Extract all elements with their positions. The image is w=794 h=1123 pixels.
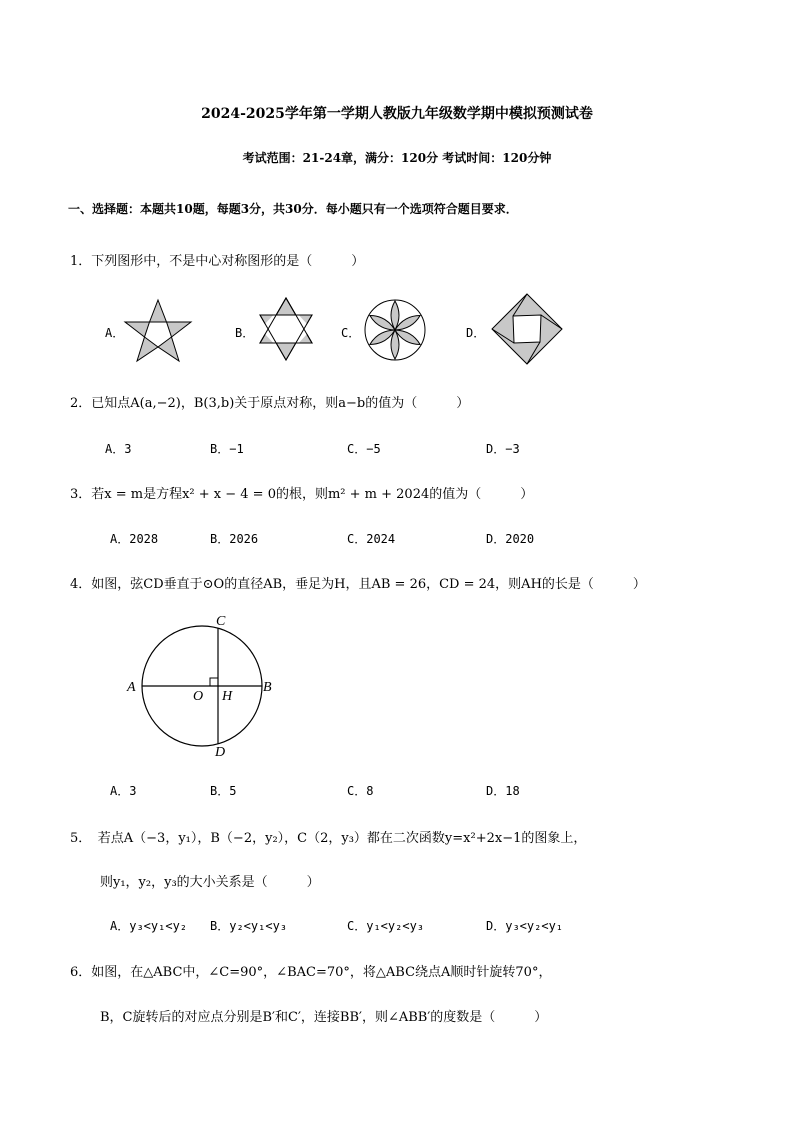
q1-option-b-label: B．	[235, 326, 255, 340]
q2-option-c: C．−5	[347, 442, 381, 456]
q2-option-a: A．3	[105, 442, 132, 456]
section-heading: 一、选择题：本题共10题，每题3分，共30分．每小题只有一个选项符合题目要求．	[68, 202, 518, 216]
question-6-stem-line2: B，C旋转后的对应点分别是B′和C′，连接BB′，则∠ABB′的度数是（ ）	[100, 1010, 548, 1025]
question-1-stem: 1．下列图形中，不是中心对称图形的是（ ）	[70, 254, 365, 269]
q1-option-d-label: D．	[466, 326, 486, 340]
question-2-stem: 2．已知点A(a,−2)，B(3,b)关于原点对称，则a−b的值为（ ）	[70, 396, 470, 411]
question-5-stem-line2: 则y₁，y₂，y₃的大小关系是（ ）	[100, 875, 320, 890]
point-c-label: C	[216, 614, 226, 629]
q5-option-b: B．y₂<y₁<y₃	[210, 919, 288, 933]
q5-option-a: A．y₃<y₁<y₂	[110, 919, 188, 933]
q4-option-d: D．18	[486, 784, 520, 798]
point-d-label: D	[215, 745, 226, 758]
question-4-stem: 4．如图，弦CD垂直于⊙O的直径AB，垂足为H，且AB = 26，CD = 24，则AH的长是（ ）	[70, 577, 646, 592]
q2-option-d: D．−3	[486, 442, 520, 456]
q3-option-d: D．2020	[486, 532, 535, 546]
point-a-label: A	[127, 680, 136, 695]
pinwheel-diamond-shape-icon	[490, 292, 564, 366]
q3-option-b: B．2026	[210, 532, 259, 546]
point-h-label: H	[222, 689, 233, 704]
q3-option-c: C．2024	[347, 532, 396, 546]
petal-circle-shape-icon	[363, 298, 427, 362]
q2-option-b: B．−1	[210, 442, 244, 456]
exam-info: 考试范围：21-24章，满分：120分 考试时间：120分钟	[242, 151, 552, 165]
q3-option-a: A．2028	[110, 532, 159, 546]
q1-option-c-label: C．	[341, 326, 361, 340]
hexagram-shape-icon	[256, 296, 316, 362]
star-shape-icon	[122, 298, 194, 364]
question-5-stem-line1: 5． 若点A（−3，y₁），B（−2，y₂），C（2，y₃）都在二次函数y=x²+2x−1的图象上，	[70, 831, 587, 846]
circle-chord-figure	[120, 608, 285, 758]
point-b-label: B	[263, 680, 272, 695]
q5-option-c: C．y₁<y₂<y₃	[347, 919, 425, 933]
q4-option-b: B．5	[210, 784, 237, 798]
q4-option-c: C．8	[347, 784, 374, 798]
q5-option-d: D．y₃<y₂<y₁	[486, 919, 564, 933]
point-o-label: O	[193, 689, 204, 704]
q1-option-a-label: A．	[105, 326, 125, 340]
q4-option-a: A．3	[110, 784, 137, 798]
question-6-stem-line1: 6．如图，在△ABC中，∠C=90°，∠BAC=70°，将△ABC绕点A顺时针旋转70°，	[70, 965, 552, 980]
question-3-stem: 3．若x = m是方程x² + x − 4 = 0的根，则m² + m + 2024的值为（ ）	[70, 487, 534, 502]
page-title: 2024-2025学年第一学期人教版九年级数学期中模拟预测试卷	[201, 106, 593, 122]
